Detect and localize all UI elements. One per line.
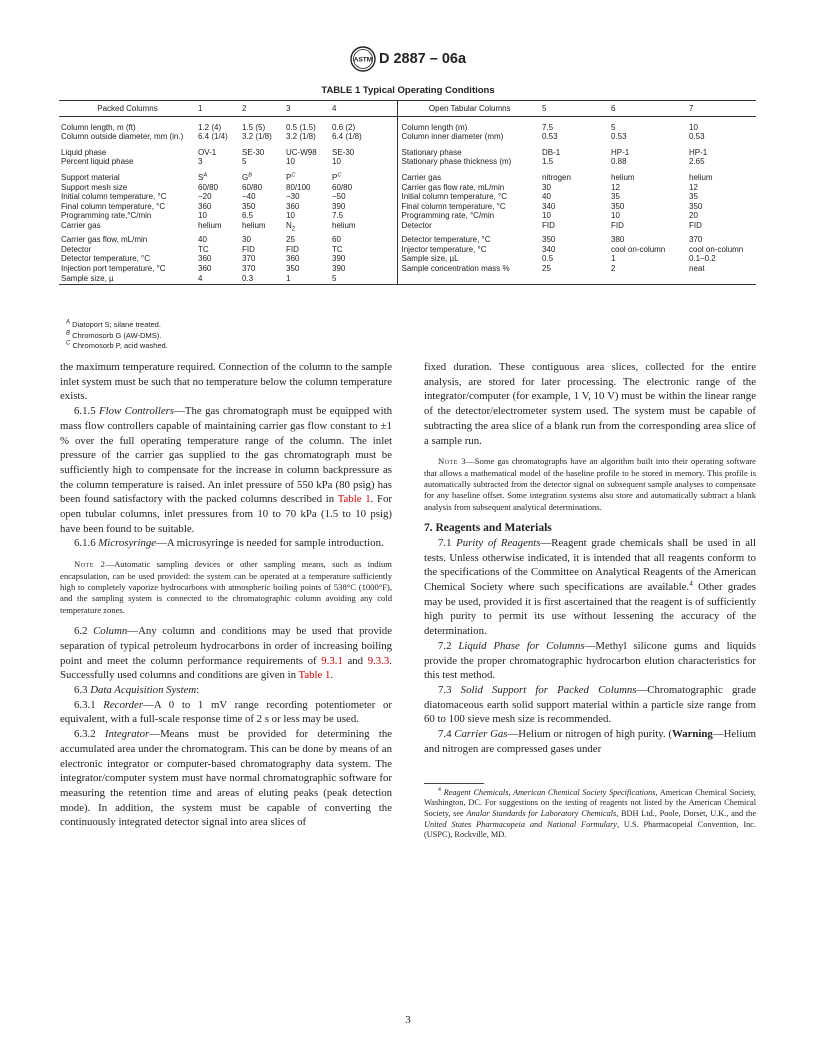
table-cell: 350 [286,263,300,273]
table-cell: 370 [689,235,703,245]
table-cell: 350 [242,201,256,211]
table-cell: 10 [286,157,295,167]
header-cell: 3 [284,101,330,117]
table-cell: 1 [284,274,330,285]
header-cell: 1 [196,101,240,117]
header-cell: Open Tabular Columns [397,101,540,117]
table-cell: 3 [198,157,203,167]
table-cell [687,274,756,285]
paragraph-7-1: 7.1 Purity of Reagents—Reagent grade chemicals shall be used in all tests. Unless otherwise indicated, it is intended that all reagents conform to the specifications of the Committee on Analytical Reagents of the American Chemical Society where such specifications are available.$^4$ Other grades may be used, provided it is first ascertained that the reagent is of sufficiently high purity to permit its use without lessening the accuracy of the determination. [424,536,756,638]
table-cell: Carrier gas flow, mL/min [61,235,148,245]
table-cell: 0.53 [542,132,558,142]
table-cell: 35 [611,192,620,202]
table-cell: Injection port temperature, °C [61,263,166,273]
table-cell: Injector temperature, °C [397,245,540,255]
table-header-row [59,101,756,117]
table-1-link[interactable]: Table 1 [337,493,371,506]
header-cell: 2 [240,101,284,117]
table-cell: 10 [286,211,295,221]
table-cell: 340 [542,244,556,254]
logo-text: ASTM [353,56,373,64]
footnote-mark: B [248,172,252,179]
table-cell: 0.5 (1.5) [286,122,316,132]
table-row [59,235,756,245]
table-cell: 40 [542,192,551,202]
section-9-3-3-link[interactable]: 9.3.3 [367,654,390,667]
table-cell: TC [198,244,209,254]
table-cell: 380 [611,235,625,245]
header-cell: Packed Columns [59,101,196,117]
table-cell: 4 [196,274,240,285]
table-row [59,202,756,212]
table-cell: 25 [286,235,295,245]
table-cell: 10 [611,211,620,221]
table-cell: 3.2 (1/8) [286,132,316,142]
table-cell: −30 [286,192,300,202]
page-number: 3 [405,1014,411,1026]
table-cell: 370 [242,254,256,264]
table-cell: 5 [242,157,247,167]
table-row [59,132,756,142]
table-cell: 390 [332,201,346,211]
footnote-mark: C [291,172,296,179]
paragraph: the maximum temperature required. Connection of the column to the sample inlet system must be such that no temperature below the column temperature exists. [60,361,392,403]
table-cell: 350 [611,201,625,211]
table-footnote: $^C$ Chromosorb P, acid washed. [66,340,168,350]
table-cell: Programming rate,°C/min [61,211,152,221]
table-cell: FID [242,244,255,254]
paragraph-7-3: 7.3 Solid Support for Packed Columns—Chromatographic grade diatomaceous earth solid support material within a particle size range from 60 to 100 sieve mesh size is recommended. [424,683,756,726]
note-2: Note 2—Automatic sampling devices or other sampling means, such as indium encapsulation, can be used provided: the system can be operated at a temperature sufficiently high to completely vaporize hydrocarbons with atmospheric boiling points of 538°C (1000°F), and the sampling system is connected to the chromatographic column avoiding any cold temperature zones. [60,559,392,615]
table-row [59,274,756,285]
table-cell: Detector temperature, °C [397,235,540,245]
table-cell: 0.3 [240,274,284,285]
table-row [59,245,756,255]
table-cell: 390 [332,254,346,264]
left-column [60,360,392,830]
paragraph-7-2: 7.2 Liquid Phase for Columns—Methyl silicone gums and liquids provide the proper chromatographic hydrocarbon elution characteristics for this test method. [424,639,757,682]
table-cell: 10 [332,157,341,167]
table-cell: Detector temperature, °C [61,254,151,264]
table-cell: 30 [542,182,551,192]
table-cell: 6.4 (1/8) [332,132,362,142]
table-cell: 5 [330,274,397,285]
table-row [59,142,756,158]
table-cell: 25 [542,263,551,273]
header-cell: 4 [330,101,397,117]
note-3: Note 3—Some gas chromatographs have an algorithm built into their operating software that allows a mathematical model of the baseline profile to be stored in memory. This profile is automatically subtracted from the detector signal on subsequent sample analyses to compensate for any baseline offset. Some integration systems also store and automatically subtract a blank analysis from subsequent analytical determinations. [424,456,756,512]
table-cell: 5 [611,122,616,132]
table-cell: 10 [198,211,207,221]
table-cell: 12 [689,182,698,192]
table-cell: Carrier gas [397,167,540,183]
page-header [0,46,816,72]
table-cell: Support material [61,172,120,182]
table-cell: helium [332,220,356,230]
table-cell: $N_2$ [286,220,296,233]
table-cell: FID [689,220,702,230]
table-cell: Initial column temperature, °C [61,192,167,202]
table-cell: helium [611,172,635,182]
table-cell: 10 [689,122,698,132]
table-row [59,116,756,132]
table-cell: Sample size, µL [397,254,540,264]
table-cell: 2.65 [689,157,705,167]
table-cell: 360 [286,201,300,211]
paragraph-6-1-5: 6.1.5 Flow Controllers—The gas chromatograph must be equipped with mass flow controllers capable of maintaining carrier gas flow constant to ±1 % over the full operating temperature range of the column. The inlet pressure of the carrier gas supplied to the gas chromatograph must be sufficiently high to compensate for the increase in column backpressure as the column temperature is raised. An inlet pressure of 550 kPa (80 psig) has been found satisfactory with the packed columns described in Table 1. For open tubular columns, inlet pressures from 10 to 70 kPa (1.5 to 10 psig) have been found to be suitable. [60,405,392,535]
footnote-ref[interactable]: 4 [689,578,693,588]
paragraph-7-4: 7.4 Carrier Gas—Helium or nitrogen of high purity. (Warning—Helium and nitrogen are compressed gases under [424,728,756,755]
table-cell: Sample concentration mass % [397,264,540,274]
table-cell: 0.1–0.2 [689,254,716,264]
table-cell: UC-W98 [286,147,317,157]
footnote-4: $^4$ Reagent Chemicals, American Chemical Society Specifications, American Chemical Society, Washington, DC. For suggestions on the testing of reagents not listed by the American Chemical Society, see Analar Standards for Laboratory Chemicals, BDH Ltd., Poole, Dorset, U.K., and the United States Pharmacopeia and National Formulary, U.S. Pharmacopeial Convention, Inc. (USPC), Rockville, MD. [424,786,757,840]
table-row [59,264,756,274]
astm-logo-icon [350,46,376,72]
table-cell: 7.5 [332,211,344,221]
table-cell: 35 [689,192,698,202]
table-cell: Column inner diameter (mm) [397,132,540,142]
table-cell: Carrier gas [61,220,101,230]
table-cell: 12 [611,182,620,192]
table-cell: 360 [286,254,300,264]
table-cell: −40 [242,192,256,202]
table-1-link[interactable]: Table 1 [298,669,331,682]
table-cell: Percent liquid phase [61,157,134,167]
table-cell: 6.4 (1/4) [198,132,228,142]
header-cell: 6 [609,101,687,117]
table-cell: 0.88 [611,157,627,167]
table-cell [397,274,540,285]
table-cell: cool on-column [611,244,666,254]
table-cell: FID [611,220,624,230]
table-cell: 1.5 (5) [242,122,266,132]
table-cell: 40 [198,235,207,245]
table-cell: Support mesh size [61,182,128,192]
table-cell: Stationary phase thickness (m) [397,157,540,167]
table-row [59,192,756,202]
table-cell: 80/100 [286,182,311,192]
operating-conditions-table [59,100,756,285]
table-row [59,254,756,264]
table-cell: 390 [332,263,346,273]
table-cell: $P^C$ [286,172,296,182]
section-heading-7: 7. Reagents and Materials [424,522,552,535]
table-cell [540,274,609,285]
table-cell: Stationary phase [397,142,540,158]
table-cell: 1 [611,254,616,264]
table-cell: HP-1 [689,147,708,157]
table-cell: 30 [242,235,251,245]
table-cell: 340 [542,201,556,211]
table-title: TABLE 1 Typical Operating Conditions [321,85,495,96]
table-cell: FID [542,220,555,230]
table-cell: Final column temperature, °C [61,201,166,211]
header-cell: 5 [540,101,609,117]
table-cell: 10 [542,211,551,221]
table-cell: 350 [542,235,556,245]
table-cell: 350 [689,201,703,211]
table-cell: 2 [611,263,616,273]
right-column [424,360,756,841]
table-cell: 7.5 [542,122,554,132]
paragraph-6-2: 6.2 Column—Any column and conditions may be used that provide separation of typical petroleum hydrocarbons in order of increasing boiling point and meet the column performance requirements of 9.3.1 and 9.3.3. Successfully used columns and conditions are given in Table 1. [60,625,392,682]
table-cell: 370 [242,263,256,273]
table-row [59,221,756,235]
table-cell: helium [242,220,266,230]
paragraph-6-3-2: 6.3.2 Integrator—Means must be provided for determining the accumulated area under the chromatogram. This can be done by means of an electronic integrator or computer-based chromatography data system. The integrator/computer system must have normal chromatographic software for measuring the retention time and areas of eluting peaks (peak detection mode). In addition, the system must be capable of converting the continuously integrated detector signal into area slices of [60,728,393,829]
table-cell: $G^B$ [242,172,252,182]
table-cell: 3.2 (1/8) [242,132,272,142]
table-cell: 6.5 [242,211,254,221]
header-cell: 7 [687,101,756,117]
table-cell: 360 [198,201,212,211]
table-cell: nitrogen [542,172,571,182]
table-cell: 60 [332,235,341,245]
table-cell: 0.6 (2) [332,122,356,132]
table-cell: neat [689,263,705,273]
table-cell: −50 [332,192,346,202]
table-cell: Detector [397,221,540,235]
table-cell: 60/80 [198,182,219,192]
table-footnote: $^A$ Diatoport S; silane treated. [66,319,161,329]
table-cell: Final column temperature, °C [397,202,540,212]
table-cell: Initial column temperature, °C [397,192,540,202]
table-row [59,183,756,193]
table-cell: SE-30 [332,147,355,157]
table-cell: Column outside diameter, mm (in.) [61,132,184,142]
table-cell: 0.53 [689,132,705,142]
table-cell: 360 [198,254,212,264]
table-cell: Detector [61,244,92,254]
table-cell: 1.2 (4) [198,122,222,132]
table-row [59,157,756,167]
table-cell [609,274,687,285]
paragraph-6-3: 6.3 Data Acquisition System: [74,683,200,696]
table-cell: Liquid phase [61,147,107,157]
table-cell: 1.5 [542,157,554,167]
paragraph-6-1-6: 6.1.6 Microsyringe—A microsyringe is needed for sample introduction. [74,537,384,550]
table-cell: 360 [198,263,212,273]
table-cell: Column length (m) [397,116,540,132]
table-cell: HP-1 [611,147,630,157]
paragraph: fixed duration. These contiguous area slices, collected for the entire analysis, are stored for later processing. The electronic range of the integrator/computer (for example, 1 V, 10 V) must be within the linear range of the detector/electrometer system used. The system must be capable of subtracting the area slice of a blank run from the corresponding area slice of a sample run. [424,361,756,447]
table-cell: −20 [198,192,212,202]
table-cell: SE-30 [242,147,265,157]
footnote-mark: A [203,172,208,179]
table-cell: cool on-column [689,244,744,254]
table-cell: OV-1 [198,147,217,157]
table-footnote: $^B$ Chromosorb G (AW-DMS). [66,330,162,340]
table-cell: $P^C$ [332,172,342,182]
document-id: D 2887 – 06a [378,51,467,67]
table-cell: helium [198,220,222,230]
table-cell: Column length, m (ft) [61,122,136,132]
table-cell: DB-1 [542,147,561,157]
table-cell: FID [286,244,299,254]
section-9-3-1-link[interactable]: 9.3.1 [321,654,343,667]
table-cell: Carrier gas flow rate, mL/min [397,183,540,193]
table-cell: 60/80 [332,182,353,192]
footnote-divider [424,783,484,784]
table-cell: Programming rate, °C/min [397,211,540,221]
table-cell: 0.5 [542,254,554,264]
table-cell: 0.53 [611,132,627,142]
table-cell: helium [689,172,713,182]
table-cell: 20 [689,211,698,221]
table-row [59,211,756,221]
table-footnotes [66,320,168,352]
subscript: 2 [291,226,296,233]
table-cell: Sample size, µ [59,274,196,285]
table-cell: $S^A$ [198,172,208,182]
table-row [59,167,756,183]
table-cell: TC [332,244,343,254]
table-cell: 60/80 [242,182,263,192]
footnote-mark: C [337,172,342,179]
paragraph-6-3-1: 6.3.1 Recorder—A 0 to 1 mV range recording potentiometer or equivalent, with a full-scale response time of 2 s or less may be used. [60,698,392,726]
